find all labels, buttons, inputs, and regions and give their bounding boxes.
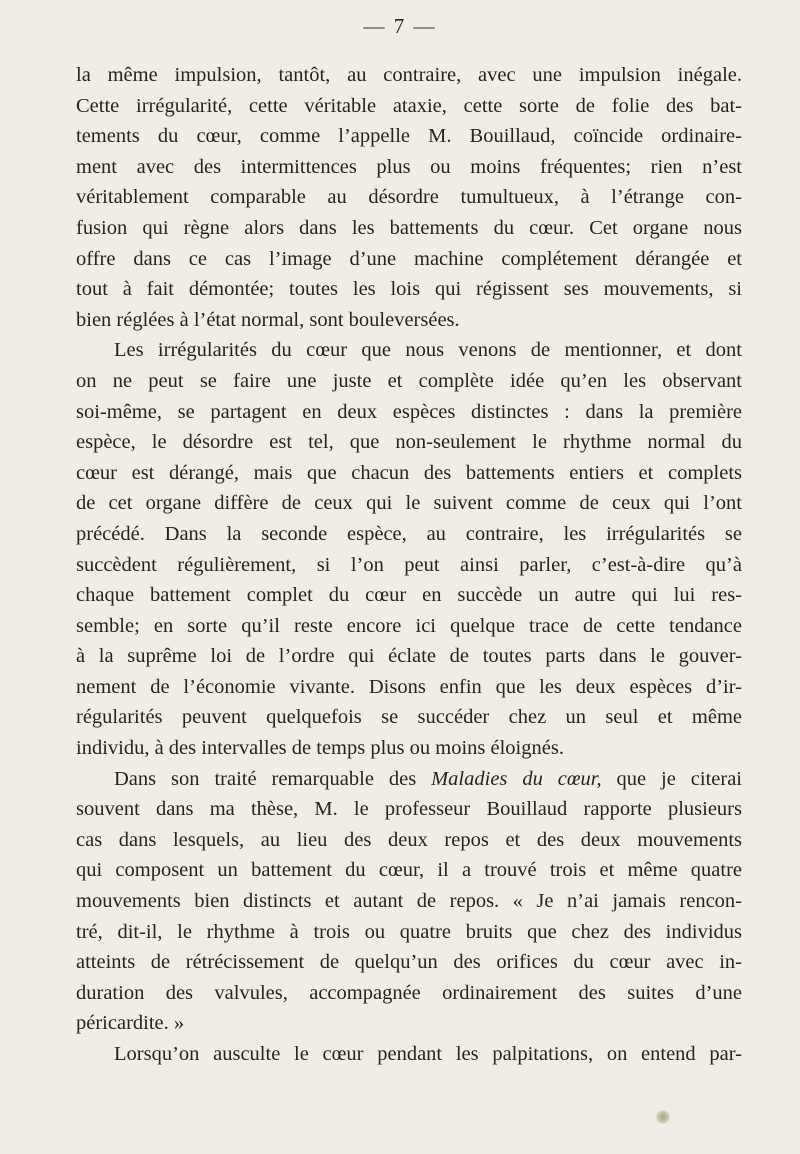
text-line: souvent dans ma thèse, M. le professeur Bouillaud rapporte plusieurs bbox=[76, 798, 742, 821]
text-line: bien réglées à l’état normal, sont bouleversées. bbox=[76, 308, 460, 331]
text-line: cas dans lesquels, au lieu des deux repos et des deux mouvements bbox=[76, 828, 742, 851]
book-title: Maladies du cœur, bbox=[431, 767, 602, 790]
text-line: précédé. Dans la seconde espèce, au contraire, les irrégularités se bbox=[76, 522, 742, 545]
text-line: individu, à des intervalles de temps plus ou moins éloignés. bbox=[76, 737, 564, 760]
text-line: tré, dit-il, le rhythme à trois ou quatre bruits que chez des individus bbox=[76, 920, 742, 943]
text-line: on ne peut se faire une juste et complète idée qu’en les observant bbox=[76, 369, 742, 392]
text-line: cœur est dérangé, mais que chacun des battements entiers et complets bbox=[76, 461, 742, 484]
text-line: succèdent régulièrement, si l’on peut ainsi parler, c’est-à-dire qu’à bbox=[76, 553, 742, 576]
body-text bbox=[76, 60, 742, 1070]
text-line: duration des valvules, accompagnée ordinairement des suites d’une bbox=[76, 981, 742, 1004]
text-line: Cette irrégularité, cette véritable ataxie, cette sorte de folie des bat- bbox=[76, 94, 742, 117]
text-line: fusion qui règne alors dans les battements du cœur. Cet organe nous bbox=[76, 216, 742, 239]
text-segment: que je citerai bbox=[601, 767, 742, 790]
text-line: véritablement comparable au désordre tumultueux, à l’étrange con- bbox=[76, 186, 742, 209]
page-number: — 7 — bbox=[363, 14, 437, 38]
text-line: Lorsqu’on ausculte le cœur pendant les palpitations, on entend par- bbox=[114, 1043, 742, 1065]
text-line: atteints de rétrécissement de quelqu’un des orifices du cœur avec in- bbox=[76, 951, 742, 974]
text-line: nement de l’économie vivante. Disons enfin que les deux espèces d’ir- bbox=[76, 675, 742, 698]
text-line: de cet organe diffère de ceux qui le suivent comme de ceux qui l’ont bbox=[76, 492, 742, 515]
text-line: semble; en sorte qu’il reste encore ici quelque trace de cette tendance bbox=[76, 614, 742, 637]
text-line: qui composent un battement du cœur, il a trouvé trois et même quatre bbox=[76, 859, 742, 882]
text-line: régularités peuvent quelquefois se succéder chez un seul et même bbox=[76, 706, 742, 729]
text-line: péricardite. » bbox=[76, 1012, 185, 1035]
text-line: espèce, le désordre est tel, que non-seulement le rhythme normal du bbox=[76, 431, 742, 454]
text-line: chaque battement complet du cœur en succède un autre qui lui res- bbox=[76, 584, 742, 607]
text-line: la même impulsion, tantôt, au contraire, avec une impulsion inégale. bbox=[76, 64, 742, 86]
text-segment: Dans son traité remarquable des bbox=[114, 767, 432, 790]
text-line: à la suprême loi de l’ordre qui éclate de toutes parts dans le gouver- bbox=[76, 645, 742, 668]
text-line: tements du cœur, comme l’appelle M. Bouillaud, coïncide ordinaire- bbox=[76, 125, 742, 148]
text-line: tout à fait démontée; toutes les lois qui régissent ses mouvements, si bbox=[76, 278, 742, 301]
text-line: offre dans ce cas l’image d’une machine complétement dérangée et bbox=[76, 247, 742, 270]
text-line-with-title bbox=[76, 764, 742, 795]
text-line: ment avec des intermittences plus ou moins fréquentes; rien n’est bbox=[76, 155, 742, 178]
paper-stain bbox=[656, 1110, 670, 1124]
text-line: soi-même, se partagent en deux espèces distinctes : dans la première bbox=[76, 400, 742, 423]
text-line: Les irrégularités du cœur que nous venons de mentionner, et dont bbox=[114, 339, 742, 362]
text-line: mouvements bien distincts et autant de repos. « Je n’ai jamais rencon- bbox=[76, 890, 742, 913]
